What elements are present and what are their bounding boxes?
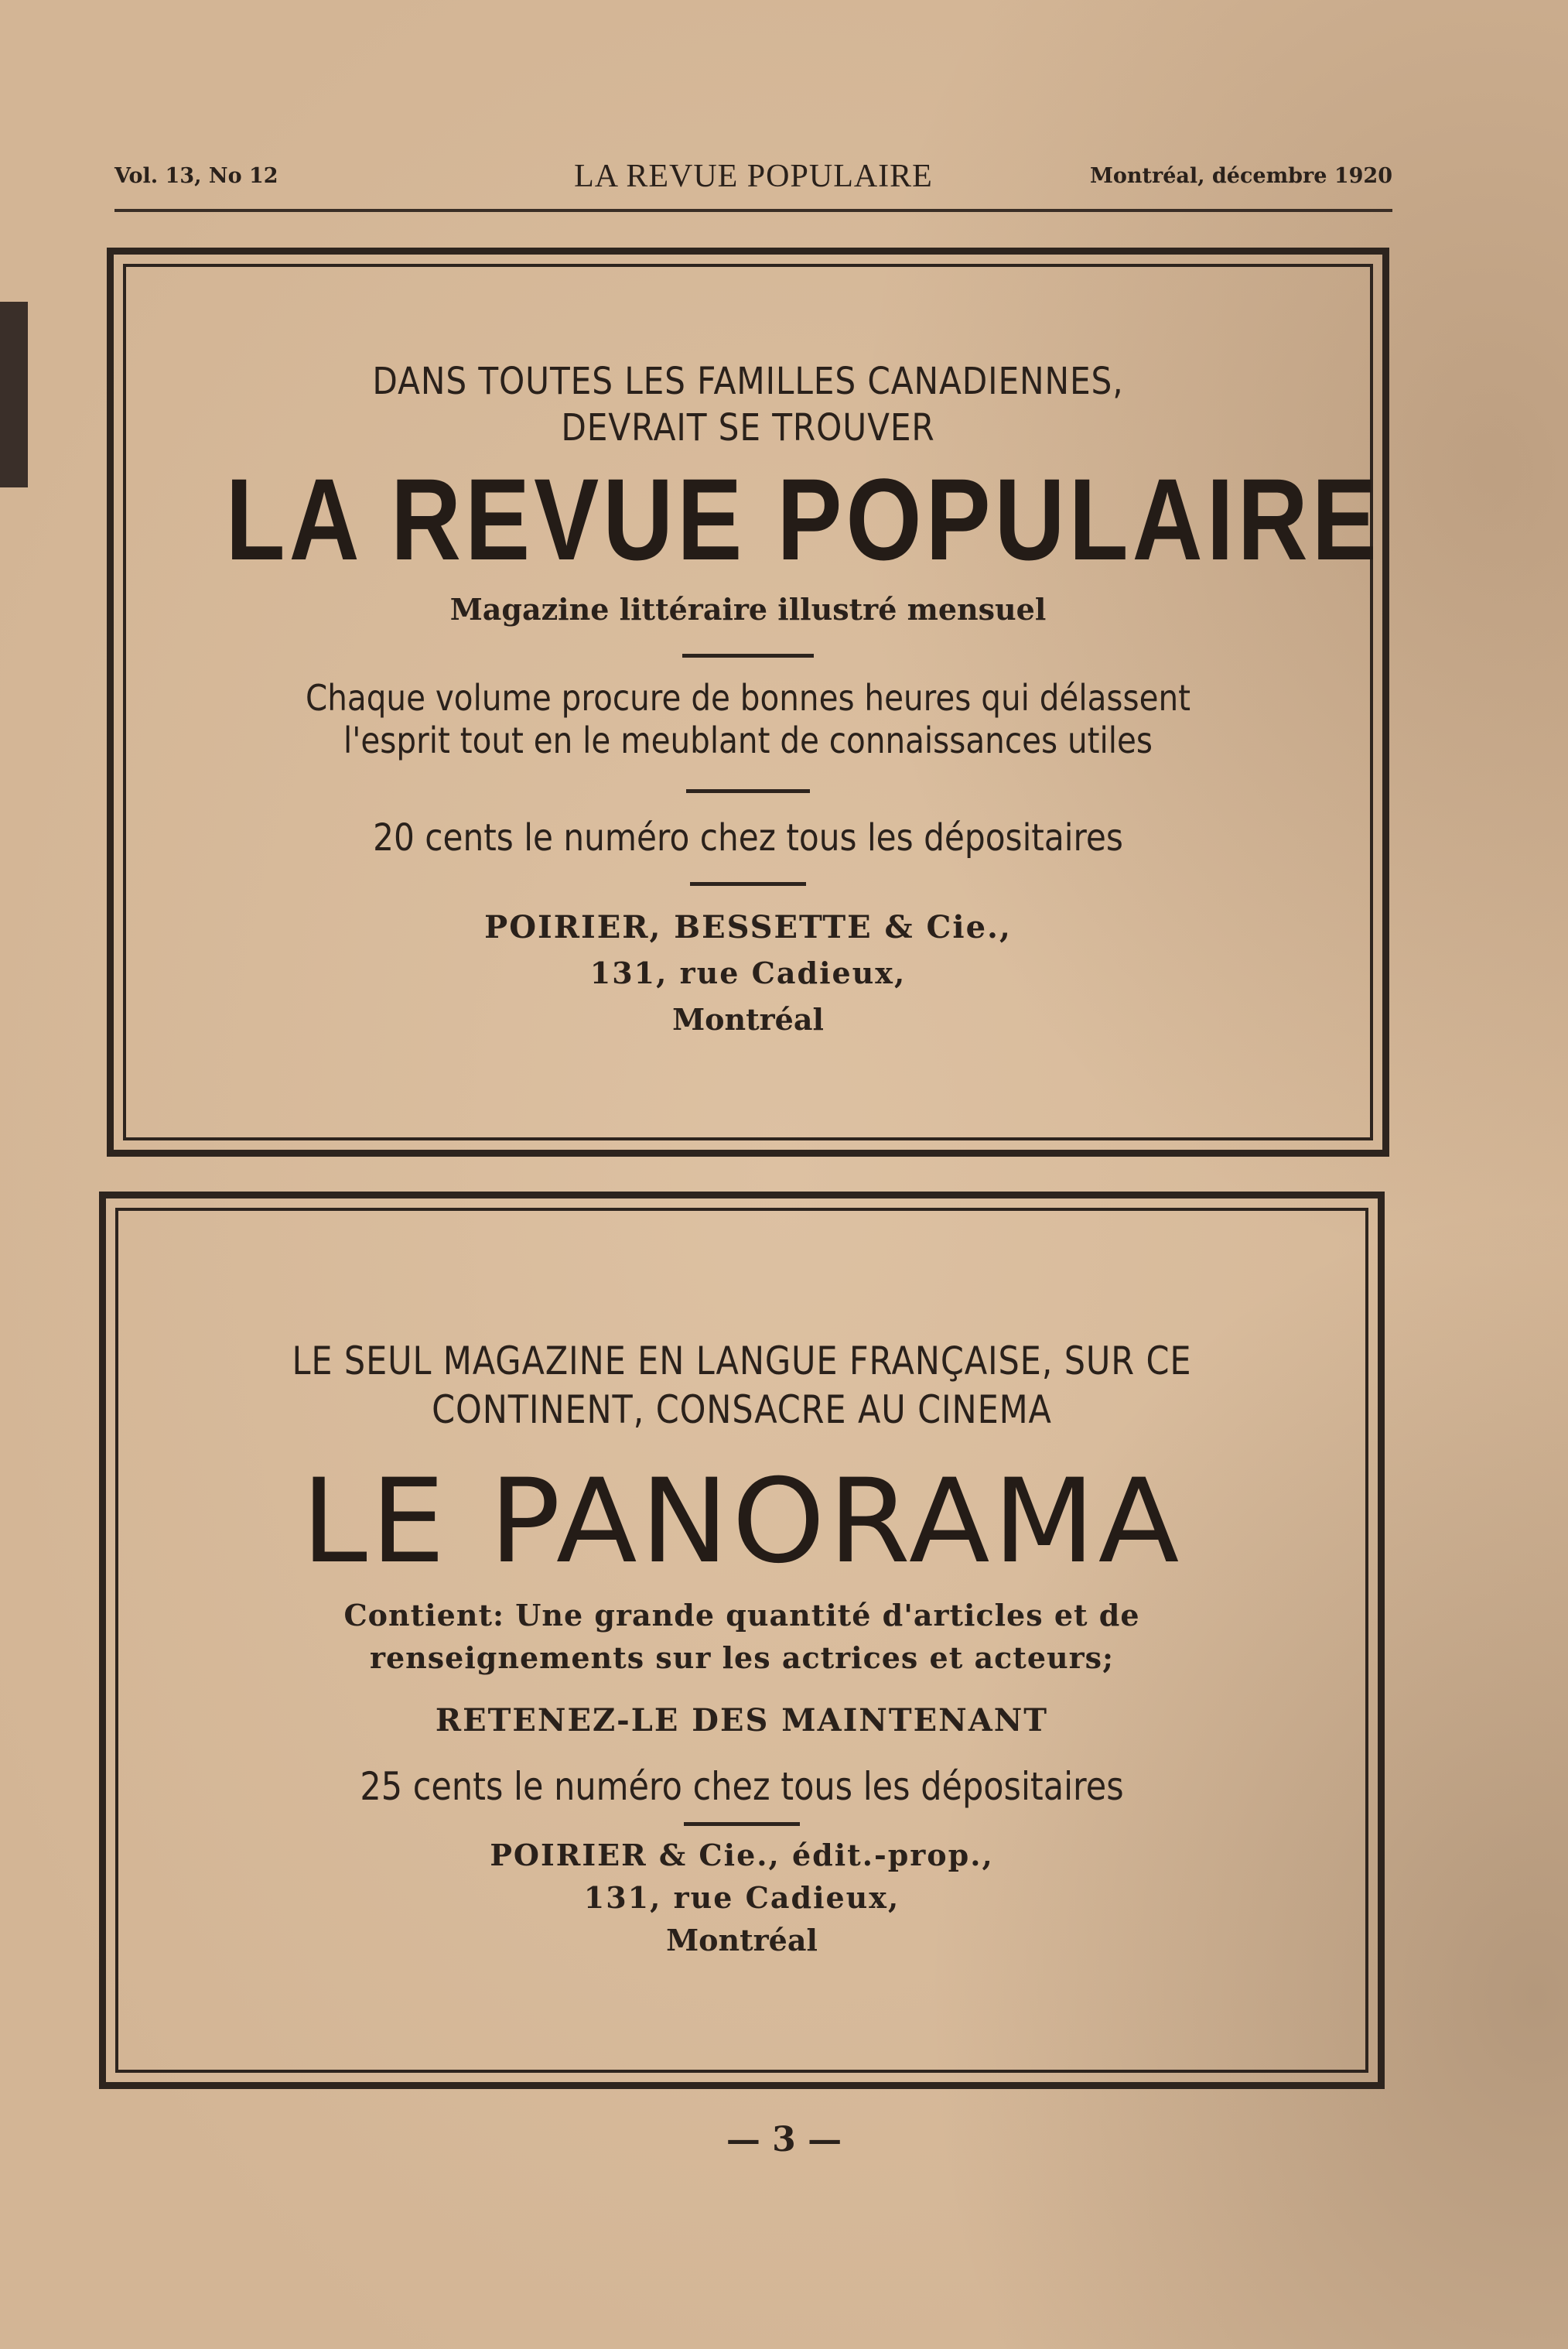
publisher-name: POIRIER, BESSETTE & Cie., bbox=[484, 909, 1012, 945]
ad-price: 25 cents le numéro chez tous les dépositaires bbox=[360, 1764, 1124, 1809]
ad-description-line2: l'esprit tout en le meublant de connaissances utiles bbox=[343, 720, 1153, 761]
page-number: — 3 — bbox=[726, 2120, 842, 2159]
ad-subtitle: Magazine littéraire illustré mensuel bbox=[449, 592, 1047, 627]
ad-tagline-line1: DANS TOUTES LES FAMILLES CANADIENNES, bbox=[372, 360, 1124, 403]
ad-description-line1: Chaque volume procure de bonnes heures qui délassent bbox=[306, 677, 1191, 719]
divider-rule bbox=[682, 654, 814, 658]
divider-rule bbox=[684, 1822, 800, 1826]
binding-edge bbox=[0, 302, 28, 487]
ad-call-to-action: RETENEZ-LE DES MAINTENANT bbox=[435, 1702, 1049, 1739]
ad-inner-frame bbox=[115, 1208, 1368, 2073]
publisher-address: 131, rue Cadieux, bbox=[589, 956, 907, 990]
ad-tagline-line2: CONTINENT, CONSACRE AU CINEMA bbox=[432, 1387, 1052, 1432]
ad-content-line1: Contient: Une grande quantité d'articles et de bbox=[343, 1598, 1140, 1633]
publisher-name: POIRIER & Cie., édit.-prop., bbox=[490, 1838, 994, 1872]
ad-price: 20 cents le numéro chez tous les dépositaires bbox=[373, 816, 1123, 860]
ad-tagline-line2: DEVRAIT SE TROUVER bbox=[561, 406, 935, 450]
divider-rule bbox=[690, 882, 806, 886]
header-title: LA REVUE POPULAIRE bbox=[574, 159, 933, 194]
ad-tagline-line1: LE SEUL MAGAZINE EN LANGUE FRANÇAISE, SUR CE bbox=[292, 1339, 1192, 1383]
ad-brand-name: LA REVUE POPULAIRE bbox=[225, 454, 1381, 584]
running-header bbox=[114, 155, 1392, 212]
ad-content-line2: renseignements sur les actrices et acteurs; bbox=[369, 1640, 1115, 1675]
volume-number: Vol. 13, No 12 bbox=[114, 164, 278, 188]
publisher-city: Montréal bbox=[672, 1002, 824, 1037]
advertisement-revue-populaire bbox=[107, 248, 1389, 1157]
publisher-address: 131, rue Cadieux, bbox=[583, 1880, 900, 1915]
divider-rule bbox=[686, 789, 810, 793]
issue-date: Montréal, décembre 1920 bbox=[1089, 164, 1392, 188]
ad-brand-name: LE PANORAMA bbox=[301, 1455, 1183, 1589]
ad-inner-frame bbox=[123, 264, 1381, 1140]
advertisement-le-panorama bbox=[99, 1192, 1385, 2089]
publisher-city: Montréal bbox=[666, 1923, 818, 1958]
